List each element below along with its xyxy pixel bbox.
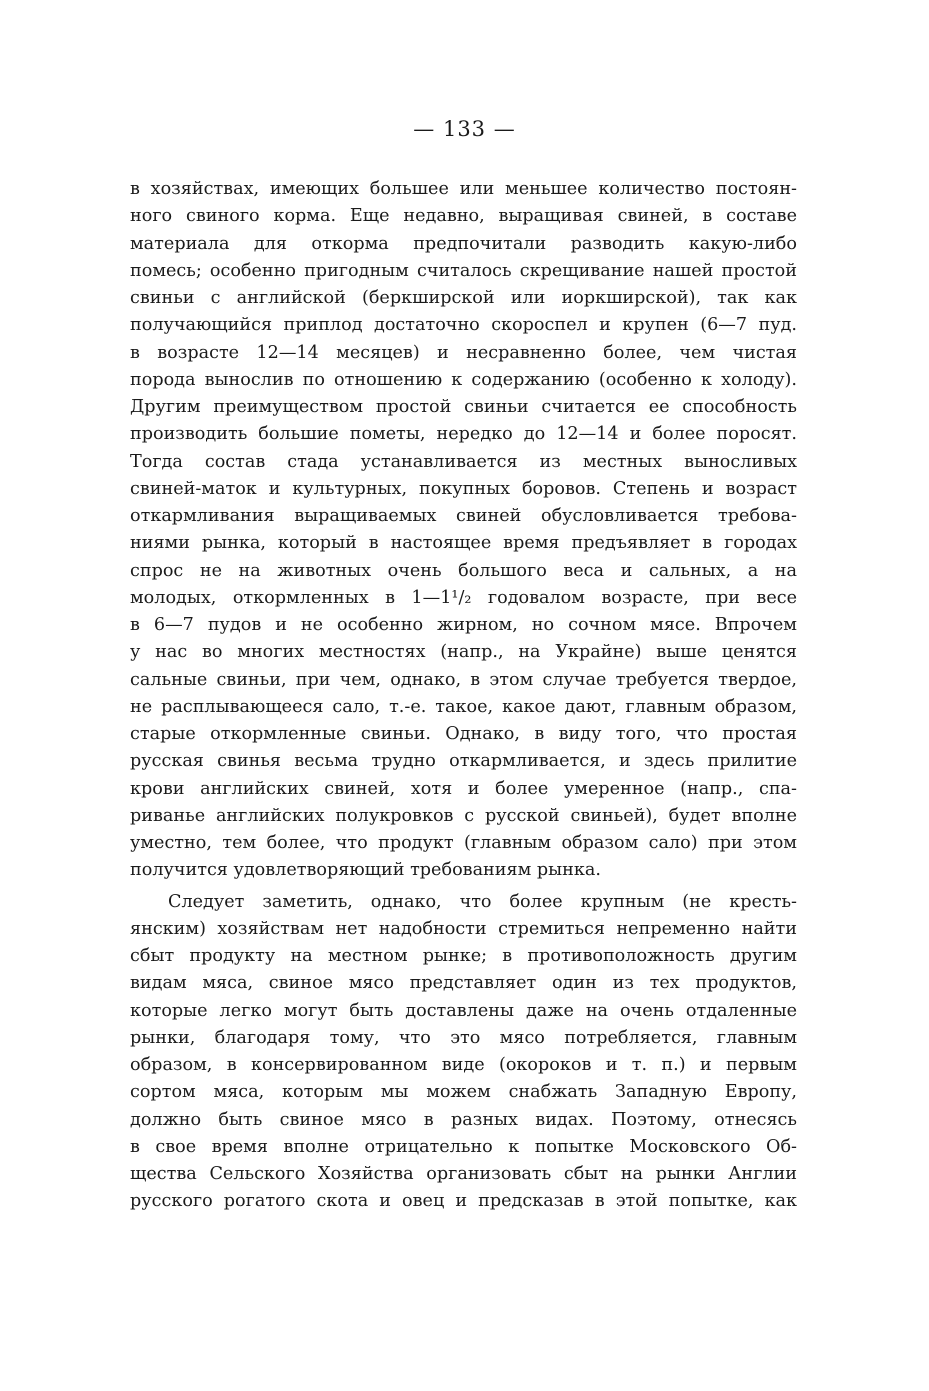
text-line: порода вынослив по отношению к содержанию (особенно к холоду).: [130, 369, 797, 390]
paragraph-2: [130, 889, 797, 1216]
text-line: Тогда состав стада устанавливается из местных выносливых: [130, 451, 797, 472]
text-line: должно быть свиное мясо в разных видах. Поэтому, отнесясь: [130, 1109, 797, 1130]
text-line: рынки, благодаря тому, что это мясо потребляется, главным: [130, 1027, 797, 1048]
text-line: сальные свиньи, при чем, однако, в этом случае требуется твердое,: [130, 669, 797, 690]
text-line: свиней-маток и культурных, покупных боровов. Степень и возраст: [130, 478, 797, 499]
text-line: помесь; особенно пригодным считалось скрещивание нашей простой: [130, 260, 797, 281]
text-line: производить большие пометы, нередко до 12—14 и более поросят.: [130, 424, 797, 445]
text-line: русского рогатого скота и овец и предсказав в этой попытке, как: [130, 1191, 797, 1212]
text-line: спрос не на животных очень большого веса и сальных, а на: [130, 560, 797, 581]
text-line: получится удовлетворяющий требованиям рынка.: [130, 860, 601, 881]
text-line: щества Сельского Хозяйства организовать сбыт на рынки Англии: [130, 1164, 797, 1184]
text-line: янским) хозяйствам нет надобности стремиться непременно найти: [130, 918, 797, 939]
text-line: русская свинья весьма трудно откармливается, и здесь прилитие: [130, 751, 797, 772]
text-line: которые легко могут быть доставлены даже на очень отдаленные: [130, 1000, 797, 1021]
text-line: видам мяса, свиное мясо представляет один из тех продуктов,: [130, 973, 797, 994]
text-line: в 6—7 пудов и не особенно жирном, но сочном мясе. Впрочем: [130, 615, 797, 635]
text-line: Следует заметить, однако, что более крупным (не кресть-: [168, 891, 797, 912]
text-line: риванье английских полукровков с русской свиньей), будет вполне: [130, 805, 797, 826]
text-line: свиньи с английской (беркширской или иоркширской), так как: [130, 288, 797, 308]
text-line: старые откормленные свиньи. Однако, в виду того, что простая: [130, 724, 797, 744]
text-line: крови английских свиней, хотя и более умеренное (напр., спа-: [130, 778, 797, 799]
text-line: молодых, откормленных в 1—1¹/₂ годовалом возрасте, при весе: [130, 587, 797, 608]
text-line: в хозяйствах, имеющих большее или меньшее количество постоян-: [130, 179, 797, 199]
text-line: сбыт продукту на местном рынке; в противоположность другим: [130, 946, 797, 966]
text-line: образом, в консервированном виде (окороков и т. п.) и первым: [130, 1055, 797, 1075]
text-line: получающийся приплод достаточно скороспел и крупен (6—7 пуд.: [130, 315, 797, 336]
paragraph-1: [130, 176, 797, 885]
text-line: сортом мяса, которым мы можем снабжать Западную Европу,: [130, 1082, 797, 1103]
text-line: ного свиного корма. Еще недавно, выращивая свиней, в составе: [130, 206, 797, 227]
text-line: ниями рынка, который в настоящее время предъявляет в городах: [130, 533, 797, 554]
text-line: уместно, тем более, что продукт (главным образом сало) при этом: [130, 833, 797, 853]
text-line: у нас во многих местностях (напр., на Украйне) выше ценятся: [130, 642, 797, 663]
body-text: [130, 176, 797, 1216]
text-line: материала для откорма предпочитали разводить какую-либо: [130, 233, 797, 254]
text-line: в возрасте 12—14 месяцев) и несравненно более, чем чистая: [130, 342, 797, 363]
text-line: не расплывающееся сало, т.-е. такое, какое дают, главным образом,: [130, 696, 797, 717]
text-line: откармливания выращиваемых свиней обусловливается требова-: [130, 506, 797, 526]
page-number: — 133 —: [413, 117, 516, 141]
text-line: в свое время вполне отрицательно к попытке Московского Об-: [130, 1136, 797, 1157]
text-line: Другим преимуществом простой свиньи считается ее способность: [130, 397, 797, 417]
